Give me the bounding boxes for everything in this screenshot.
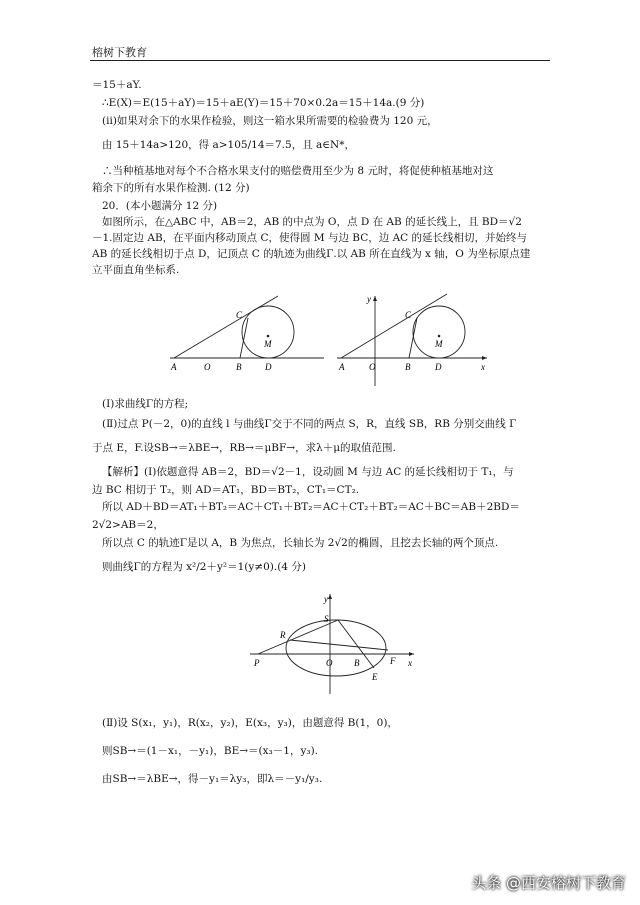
fig3-label: F	[390, 656, 396, 666]
text-line: 由SB→＝λBE→，得－y₁＝λy₃，即λ＝－y₁/y₃.	[102, 773, 323, 785]
fig2-label: C	[405, 310, 412, 320]
fig3-label: x	[408, 658, 412, 668]
fig1-label: D	[265, 362, 272, 372]
text-line: ∴E(X)＝E(15＋aY)＝15＋aE(Y)＝15＋70×0.2a＝15＋14a.(9 分)	[102, 97, 425, 109]
fig2-label: O	[369, 362, 376, 372]
fig2-label: M	[435, 339, 443, 349]
text-line: 则SB→＝(1－x₁，－y₁)，BE→＝(x₃－1，y₃).	[102, 745, 319, 757]
figure-ellipse	[248, 588, 418, 698]
problem-heading: 20．(本小题满分 12 分)	[102, 200, 218, 212]
fig1-label: M	[264, 339, 272, 349]
text-line: ＝15＋aY.	[92, 79, 142, 91]
fig1-label: C	[236, 310, 243, 320]
text-line: 所以点 C 的轨迹Γ是以 A，B 为焦点，长轴长为 2√2的椭圆，且挖去长轴的两个顶点.	[102, 537, 499, 549]
fig3-label: y	[324, 594, 328, 604]
text-line: (Ⅱ)过点 P(－2，0)的直线 l 与曲线Γ交于不同的两点 S，R，直线 SB，RB 分别交曲线 Γ	[102, 418, 517, 430]
header-title: 榕树下教育	[92, 46, 147, 59]
text-line: 立平面直角坐标系.	[92, 264, 180, 276]
fig2-label: y	[367, 294, 371, 304]
text-line: 则曲线Γ的方程为 x²/2＋y²＝1(y≠0).(4 分)	[102, 561, 306, 573]
fig2-label: x	[481, 362, 485, 372]
figure-triangle-circle	[168, 288, 328, 388]
fig2-label: B	[405, 362, 411, 372]
figure-coordinate-circle	[335, 288, 495, 388]
text-line: AB 的延长线相切于点 D，记顶点 C 的轨迹为曲线Γ.以 AB 所在直线为 x 轴，O 为坐标原点建	[92, 248, 531, 260]
text-line: (Ⅰ)求曲线Γ的方程;	[102, 398, 189, 410]
text-line: (Ⅱ)设 S(x₁，y₁)，R(x₂，y₂)，E(x₃，y₃)，由题意得 B(1，0)，	[102, 717, 398, 729]
fig1-label: O	[204, 362, 211, 372]
text-line: 由 15＋14a>120，得 a>105/14＝7.5，且 a∈N*，	[102, 139, 355, 151]
fig3-label: P	[254, 658, 260, 668]
fig2-label: D	[435, 362, 442, 372]
text-line: 边 BC 相切于 T₂，则 AD＝AT₁，BD＝BT₂，CT₁＝CT₂.	[92, 484, 360, 496]
fig3-label: R	[280, 630, 286, 640]
text-line: (ⅱ)如果对余下的水果作检验，则这一箱水果所需要的检验费为 120 元，	[102, 115, 438, 127]
text-line: 如图所示，在△ABC 中，AB＝2，AB 的中点为 O，点 D 在 AB 的延长线上，且 BD＝√2	[102, 216, 522, 228]
fig1-label: A	[171, 362, 177, 372]
fig3-label: O	[326, 658, 333, 668]
header-rule	[90, 60, 550, 61]
text-line: 所以 AD＋BD＝AT₁＋BT₂＝AC＋CT₁＋BT₂＝AC＋CT₂＋BT₂＝AC＋BC＝AB＋2BD＝	[102, 501, 520, 513]
fig3-label: E	[372, 672, 378, 682]
fig3-label: S	[324, 614, 329, 624]
text-line: ∴当种植基地对每个不合格水果支付的赔偿费用至少为 8 元时，将促使种植基地对这	[102, 165, 494, 177]
fig3-label: B	[354, 658, 360, 668]
watermark: 头条 @西安榕树下教育	[471, 874, 626, 892]
text-line: 于点 E，F.设SB→＝λBE→，RB→＝μBF→，求λ＋μ的取值范围.	[92, 442, 396, 454]
solution-line: 【解析】(Ⅰ)依题意得 AB＝2，BD＝√2－1，设动圆 M 与边 AC 的延长线相切于 T₁，与	[102, 466, 514, 478]
text-line: －1.固定边 AB，在平面内移动顶点 C，使得圆 M 与边 BC，边 AC 的延长线相切，并始终与	[92, 232, 528, 244]
text-line: 2√2>AB＝2，	[92, 519, 164, 531]
fig1-label: B	[236, 362, 242, 372]
text-line: 箱余下的所有水果作检测. (12 分)	[92, 182, 250, 194]
fig2-label: A	[339, 362, 345, 372]
